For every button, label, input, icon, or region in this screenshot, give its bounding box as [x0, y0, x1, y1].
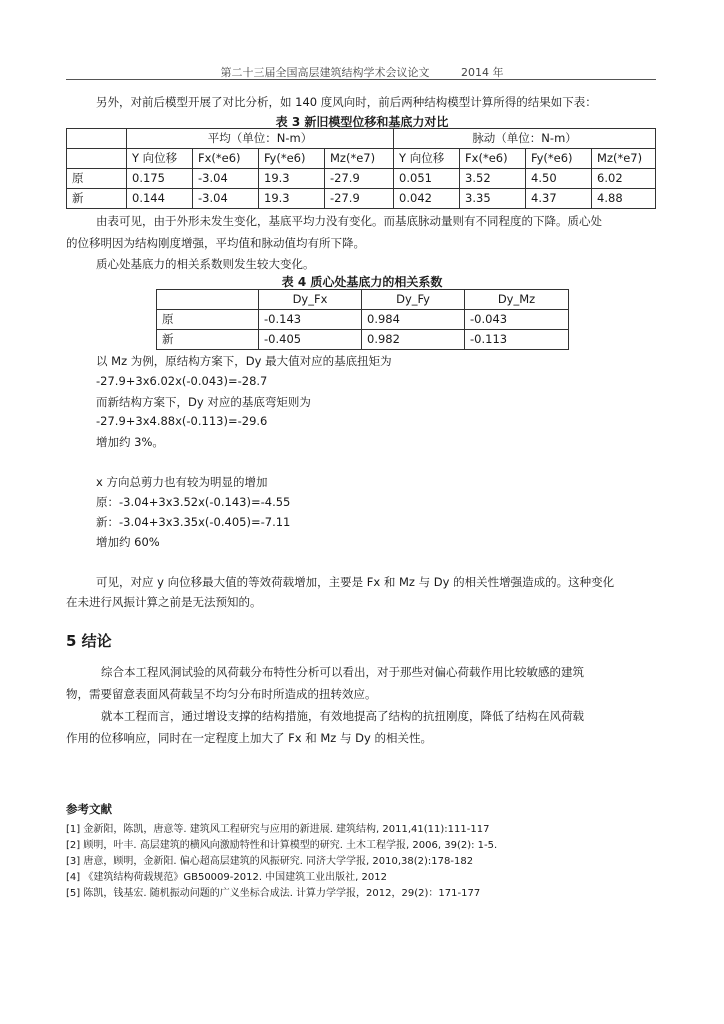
table-cell: 3.52 — [460, 169, 526, 189]
paragraph-conclusion-line2: 在未进行风振计算之前是无法预知的。 — [66, 595, 262, 609]
calc-line: 增加约 60% — [96, 535, 160, 549]
table-cell: -0.405 — [259, 330, 362, 350]
row-label: 原 — [67, 169, 127, 189]
table-cell: -3.04 — [193, 189, 259, 209]
table4-caption: 表 4 质心处基底力的相关系数 — [281, 275, 443, 289]
paragraph-correlation: 质心处基底力的相关系数则发生较大变化。 — [96, 257, 315, 271]
table-row — [67, 189, 656, 209]
reference-item: [4] 《建筑结构荷载规范》GB50009-2012. 中国建筑工业出版社, 2012 — [66, 872, 387, 883]
row-label: 新 — [67, 189, 127, 209]
paragraph-analysis-line2: 的位移明因为结构刚度增强，平均值和脉动值均有所下降。 — [66, 236, 365, 250]
column-header: Fy(*e6) — [526, 149, 592, 169]
table3-group-mean: 平均（单位：N-m） — [127, 129, 394, 149]
column-header: Dy_Fy — [362, 290, 465, 310]
calc-line: 增加约 3%。 — [96, 435, 164, 449]
row-label: 原 — [157, 310, 259, 330]
table-cell: 19.3 — [259, 189, 325, 209]
section-heading: 5 结论 — [66, 632, 112, 650]
section5-paragraph1-line2: 物，需要留意表面风荷载呈不均匀分布时所造成的扭转效应。 — [66, 687, 377, 701]
header-title: 第二十三届全国高层建筑结构学术会议论文 — [220, 66, 430, 79]
table3-group-row — [67, 129, 656, 149]
column-header: Dy_Fx — [259, 290, 362, 310]
column-header: Y 向位移 — [127, 149, 193, 169]
table-cell — [157, 290, 259, 310]
row-label: 新 — [157, 330, 259, 350]
table-row — [67, 169, 656, 189]
running-header — [0, 64, 724, 80]
table-cell: 0.982 — [362, 330, 465, 350]
reference-item: [2] 顾明，叶丰. 高层建筑的横风向激励特性和计算模型的研究. 土木工程学报, 2006, 39(2): 1-5. — [66, 840, 498, 851]
column-header: Fx(*e6) — [193, 149, 259, 169]
paragraph-analysis-line1: 由表可见，由于外形未发生变化，基底平均力没有变化。而基底脉动量则有不同程度的下降。质心处 — [96, 214, 602, 228]
column-header: Mz(*e7) — [325, 149, 394, 169]
table-row — [157, 330, 569, 350]
table3-header-row — [67, 149, 656, 169]
table-cell: 0.042 — [394, 189, 460, 209]
table-cell: 0.144 — [127, 189, 193, 209]
calc-line: 新：-3.04+3x3.35x(-0.405)=-7.11 — [96, 515, 291, 529]
table-cell: 0.051 — [394, 169, 460, 189]
paragraph-conclusion-line1: 可见，对应 y 向位移最大值的等效荷载增加，主要是 Fx 和 Mz 与 Dy 的相关性增强造成的。这种变化 — [96, 575, 615, 589]
intro-paragraph: 另外，对前后模型开展了对比分析，如 140 度风向时，前后两种结构模型计算所得的结果如下表： — [96, 95, 597, 109]
calc-line: -27.9+3x6.02x(-0.043)=-28.7 — [96, 374, 268, 388]
section5-paragraph1-line1: 综合本工程风洞试验的风荷载分布特性分析可以看出，对于那些对偏心荷载作用比较敏感的建筑 — [101, 665, 584, 679]
calc-line: 以 Mz 为例，原结构方案下，Dy 最大值对应的基底扭矩为 — [96, 354, 392, 368]
header-rule — [66, 79, 656, 80]
table-cell: 4.37 — [526, 189, 592, 209]
reference-item: [3] 唐意，顾明，金新阳. 偏心超高层建筑的风振研究. 同济大学学报, 2010,38(2):178-182 — [66, 856, 474, 867]
section5-paragraph2-line2: 作用的位移响应，同时在一定程度上加大了 Fx 和 Mz 与 Dy 的相关性。 — [66, 731, 432, 745]
table3-group-fluct: 脉动（单位：N-m） — [394, 129, 656, 149]
table-cell: 0.175 — [127, 169, 193, 189]
table-cell: -27.9 — [325, 189, 394, 209]
column-header: Fx(*e6) — [460, 149, 526, 169]
calc-line: 原：-3.04+3x3.52x(-0.143)=-4.55 — [96, 495, 291, 509]
table-cell: 4.88 — [592, 189, 656, 209]
table-cell — [67, 129, 127, 149]
table-cell — [67, 149, 127, 169]
column-header: Y 向位移 — [394, 149, 460, 169]
section5-paragraph2-line1: 就本工程而言，通过增设支撑的结构措施，有效地提高了结构的抗扭刚度，降低了结构在风荷载 — [101, 709, 584, 723]
column-header: Mz(*e7) — [592, 149, 656, 169]
table-cell: 0.984 — [362, 310, 465, 330]
calc-line: 而新结构方案下，Dy 对应的基底弯矩则为 — [96, 395, 311, 409]
references-title: 参考文献 — [66, 802, 112, 816]
reference-item: [5] 陈凯，钱基宏. 随机振动问题的广义坐标合成法. 计算力学学报，2012，29(2)：171-177 — [66, 888, 481, 899]
reference-item: [1] 金新阳，陈凯，唐意等. 建筑风工程研究与应用的新进展. 建筑结构, 2011,41(11):111-117 — [66, 824, 490, 835]
table4 — [156, 289, 569, 350]
table-cell: -3.04 — [193, 169, 259, 189]
table3-caption: 表 3 新旧模型位移和基底力对比 — [275, 115, 449, 129]
table-cell: 4.50 — [526, 169, 592, 189]
column-header: Fy(*e6) — [259, 149, 325, 169]
table4-header-row — [157, 290, 569, 310]
calc-line: -27.9+3x4.88x(-0.113)=-29.6 — [96, 414, 268, 428]
table-cell: -27.9 — [325, 169, 394, 189]
column-header: Dy_Mz — [465, 290, 569, 310]
table-cell: -0.043 — [465, 310, 569, 330]
calc-line: x 方向总剪力也有较为明显的增加 — [96, 475, 268, 489]
table-cell: -0.113 — [465, 330, 569, 350]
table-cell: 6.02 — [592, 169, 656, 189]
header-year: 2014 年 — [460, 66, 504, 79]
table-row — [157, 310, 569, 330]
table3 — [66, 128, 656, 209]
table-cell: 3.35 — [460, 189, 526, 209]
table-cell: 19.3 — [259, 169, 325, 189]
table-cell: -0.143 — [259, 310, 362, 330]
